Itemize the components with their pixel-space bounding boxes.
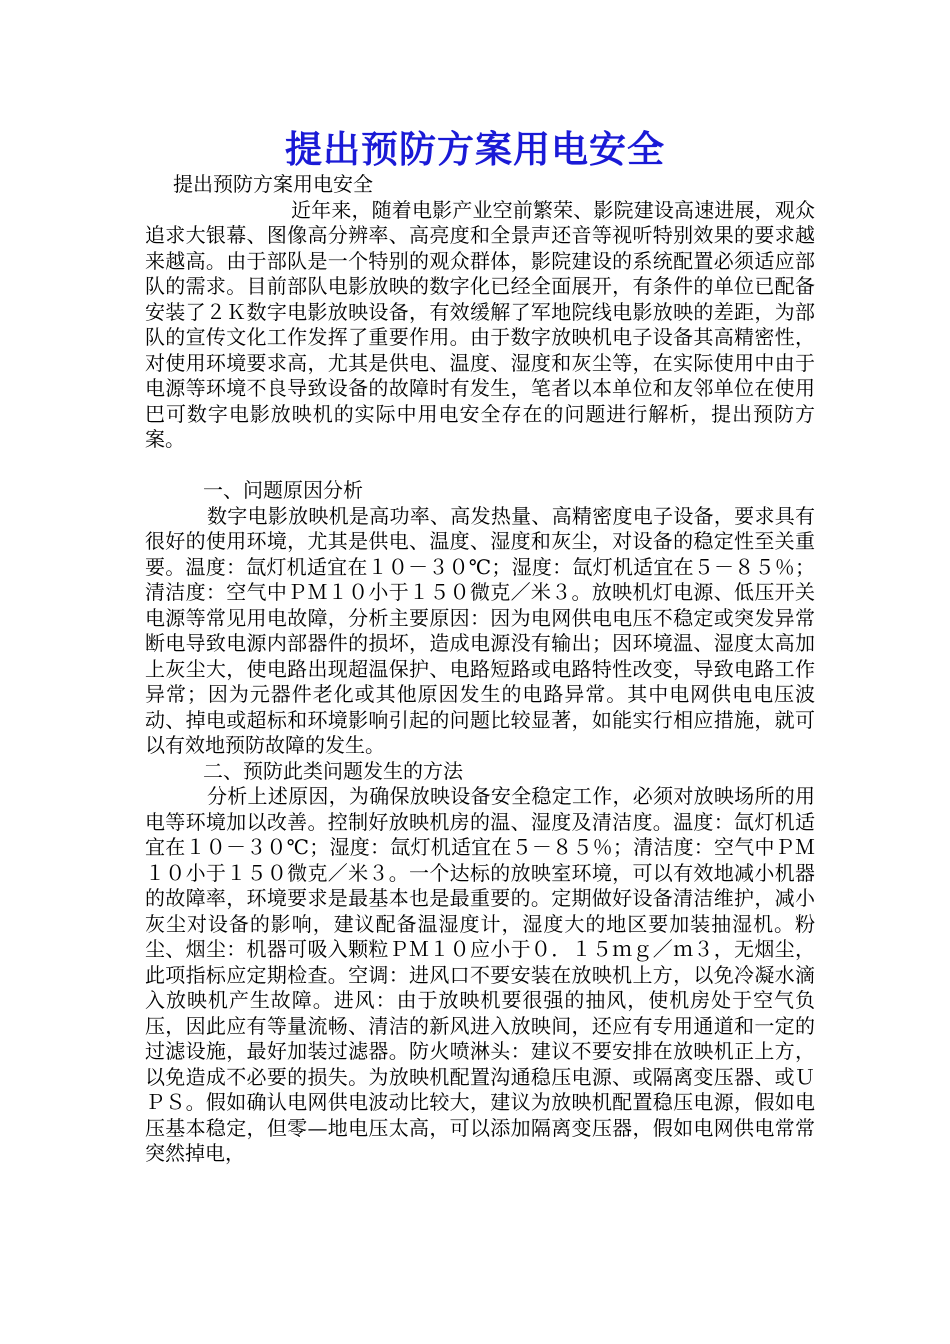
document-body [145, 172, 815, 1167]
intro-paragraph: 近年来，随着电影产业空前繁荣、影院建设高速进展，观众追求大银幕、图像高分辨率、高亮度和全景声还音等视听特别效果的要求越来越高。由于部队是一个特别的观众群体，影院建设的系统配置必须适应部队的需求。目前部队电影放映的数字化已经全面展开，有条件的单位已配备安装了２Ｋ数字电影放映设备，有效缓解了军地院线电影放映的差距，为部队的宣传文化工作发挥了重要作用。由于数字放映机电子设备其高精密性，对使用环境要求高，尤其是供电、温度、湿度和灰尘等，在实际使用中由于电源等环境不良导致设备的故障时有发生，笔者以本单位和友邻单位在使用巴可数字电影放映机的实际中用电安全存在的问题进行解析，提出预防方案。 [145, 197, 815, 451]
section-1-paragraph: 数字电影放映机是高功率、高发热量、高精密度电子设备，要求具有很好的使用环境，尤其是供电、温度、湿度和灰尘，对设备的稳定性至关重要。温度：氙灯机适宜在１０－３０℃；湿度：氙灯机适宜在５－８５％；清洁度：空气中ＰＭ１０小于１５０微克／米３。放映机灯电源、低压开关电源等常见用电故障，分析主要原因：因为电网供电电压不稳定或突发异常断电导致电源内部器件的损坏，造成电源没有输出；因环境温、湿度太高加上灰尘大，使电路出现超温保护、电路短路或电路特性改变，导致电路工作异常；因为元器件老化或其他原因发生的电路异常。其中电网供电电压波动、掉电或超标和环境影响引起的问题比较显著，如能实行相应措施，就可以有效地预防故障的发生。 [145, 503, 815, 757]
document-subtitle: 提出预防方案用电安全 [173, 172, 373, 196]
paragraph-spacer [145, 453, 815, 479]
section-heading-1: 一、问题原因分析 [203, 478, 363, 502]
section-2-paragraph: 分析上述原因，为确保放映设备安全稳定工作，必须对放映场所的用电等环境加以改善。控制好放映机房的温、湿度及清洁度。温度：氙灯机适宜在１０－３０℃；湿度：氙灯机适宜在５－８５％；清洁度：空气中ＰＭ１０小于１５０微克／米３。一个达标的放映室环境，可以有效地减小机器的故障率，环境要求是最基本也是最重要的。定期做好设备清洁维护，减小灰尘对设备的影响，建议配备温湿度计，湿度大的地区要加装抽湿机。粉尘、烟尘：机器可吸入颗粒ＰＭ１０应小于０．１５ｍｇ／ｍ３，无烟尘，此项指标应定期检查。空调：进风口不要安装在放映机上方，以免冷凝水滴入放映机产生故障。进风：由于放映机要很强的抽风，使机房处于空气负压，因此应有等量流畅、清洁的新风进入放映间，还应有专用通道和一定的过滤设施，最好加装过滤器。防火喷淋头：建议不要安排在放映机正上方，以免造成不必要的损失。为放映机配置沟通稳压电源、或隔离变压器、或ＵＰＳ。假如确认电网供电波动比较大，建议为放映机配置稳压电源，假如电压基本稳定，但零—地电压太高，可以添加隔离变压器，假如电网供电常常突然掉电， [145, 784, 815, 1165]
section-heading-2: 二、预防此类问题发生的方法 [203, 758, 463, 783]
document-title: 提出预防方案用电安全 [285, 127, 665, 171]
